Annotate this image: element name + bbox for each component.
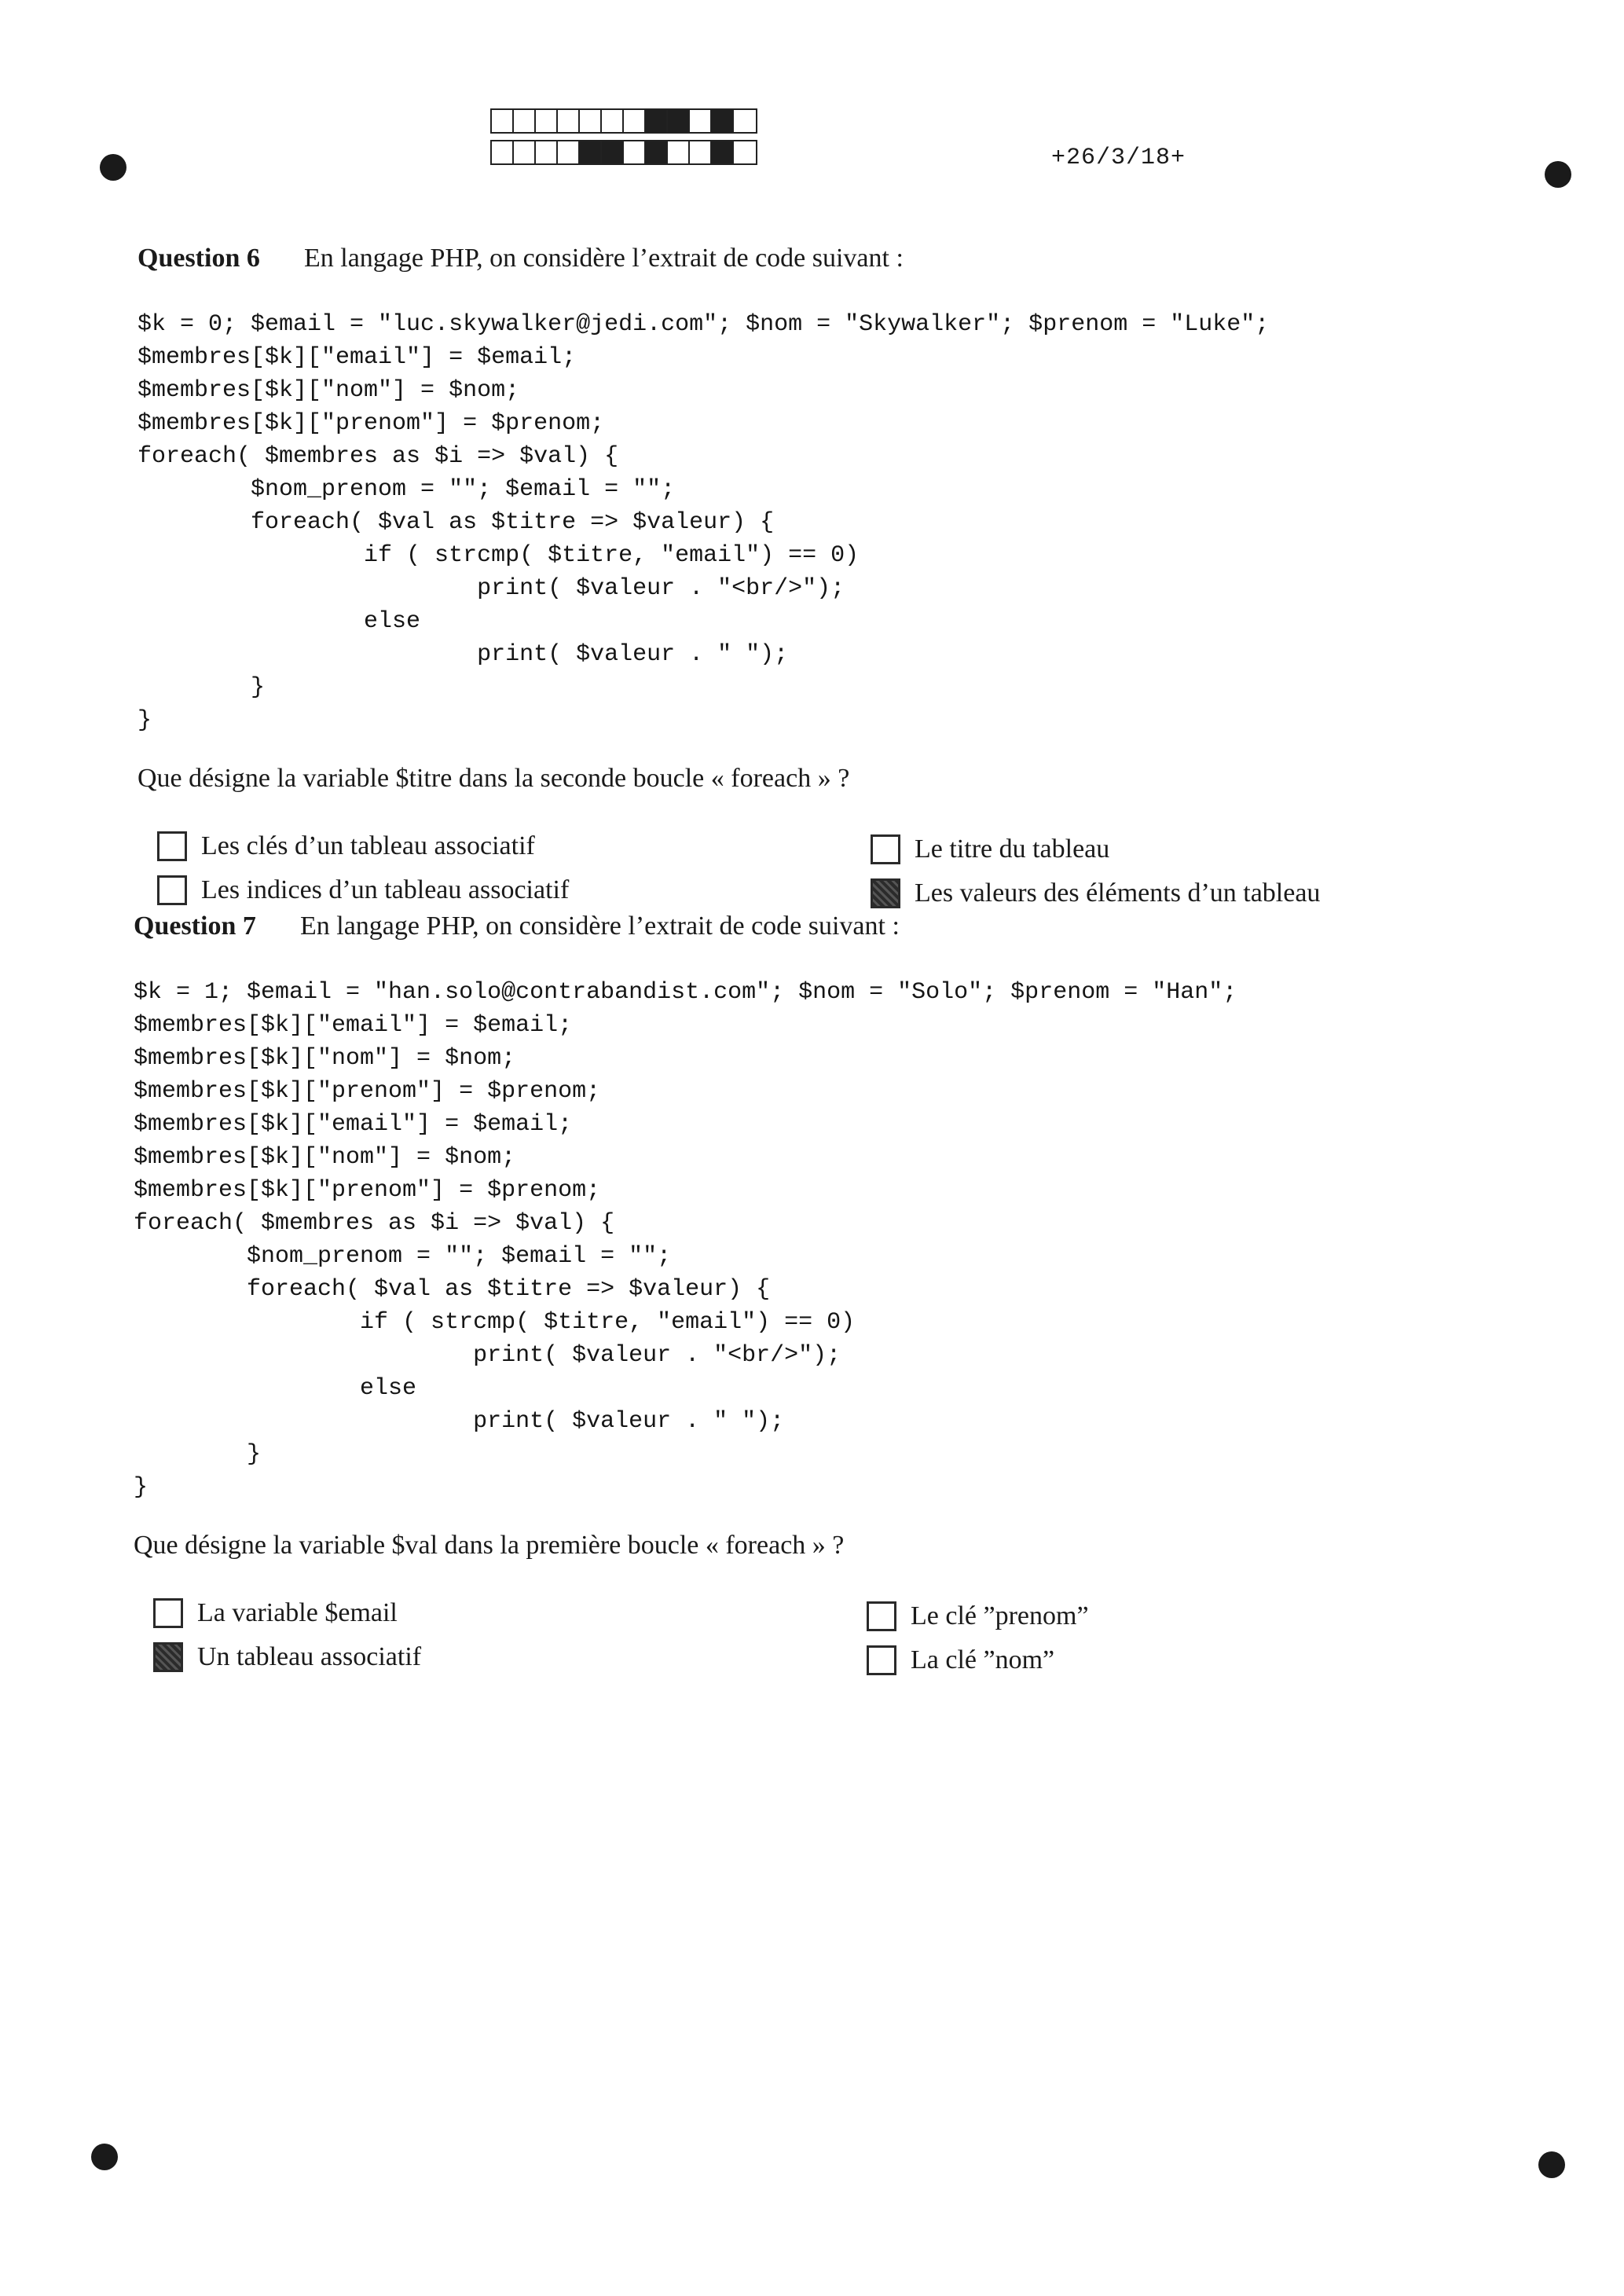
question-6 — [137, 244, 1512, 921]
code-block — [134, 976, 1509, 1504]
answer-label: Le titre du tableau — [915, 834, 1110, 864]
answer-label: La clé ”nom” — [911, 1645, 1055, 1674]
question-header — [137, 244, 1512, 284]
code-line: $nom_prenom = ""; $email = ""; — [137, 476, 676, 503]
id-grid-cell — [646, 110, 668, 132]
checkbox[interactable] — [157, 875, 187, 905]
answer-label: La variable $email — [197, 1598, 398, 1627]
id-grid-cell — [492, 110, 514, 132]
code-line: $membres[$k]["nom"] = $nom; — [134, 1045, 516, 1072]
id-grid-cell — [668, 141, 690, 163]
id-grid-cell — [536, 110, 558, 132]
answer-option[interactable] — [134, 1594, 398, 1633]
code-line: $k = 0; $email = "luc.skywalker@jedi.com"; $nom = "Skywalker"; $prenom = "Luke"; — [137, 311, 1270, 338]
code-line: if ( strcmp( $titre, "email") == 0) — [137, 542, 860, 569]
id-grid-cell — [602, 141, 624, 163]
id-grid-cell — [580, 110, 602, 132]
corner-registration-mark — [100, 154, 126, 181]
id-grid-cell — [536, 141, 558, 163]
checkbox[interactable] — [153, 1642, 183, 1672]
code-line: $nom_prenom = ""; $email = ""; — [134, 1243, 672, 1270]
code-line: $membres[$k]["nom"] = $nom; — [137, 377, 520, 404]
checkbox[interactable] — [153, 1598, 183, 1628]
question-text: Que désigne la variable $val dans la première boucle « foreach » ? — [134, 1531, 845, 1560]
id-grid-cell — [646, 141, 668, 163]
id-grid-cell — [624, 110, 646, 132]
question-7 — [134, 911, 1509, 1688]
answer-option[interactable] — [851, 874, 1320, 913]
checkbox[interactable] — [871, 834, 900, 864]
id-grid-cell — [580, 141, 602, 163]
answer-option[interactable] — [847, 1597, 1089, 1636]
answer-option[interactable] — [134, 1638, 421, 1677]
code-line: print( $valeur . "<br/>"); — [134, 1342, 841, 1369]
page-identifier: +26/3/18+ — [1051, 145, 1186, 171]
code-line: if ( strcmp( $titre, "email") == 0) — [134, 1309, 856, 1336]
code-line: } — [134, 1441, 262, 1468]
answer-label: Le clé ”prenom” — [911, 1601, 1089, 1630]
answer-label: Un tableau associatif — [197, 1642, 422, 1671]
question-prompt: En langage PHP, on considère l’extrait de code suivant : — [300, 911, 900, 941]
answer-label: Les indices d’un tableau associatif — [201, 875, 570, 904]
id-grid-cell — [734, 110, 756, 132]
code-line: foreach( $val as $titre => $valeur) { — [137, 509, 775, 536]
id-grid-cell — [492, 141, 514, 163]
checkbox[interactable] — [157, 831, 187, 861]
answer-option[interactable] — [847, 1641, 1054, 1680]
corner-registration-mark — [91, 2144, 118, 2170]
question-label: Question 7 — [134, 911, 256, 941]
id-grid-cell — [690, 110, 712, 132]
code-line: } — [137, 707, 152, 734]
answer-option[interactable] — [851, 830, 1109, 869]
id-grid-cell — [668, 110, 690, 132]
answer-label: Les clés d’un tableau associatif — [201, 831, 535, 860]
id-grid-cell — [558, 110, 580, 132]
code-line: else — [134, 1375, 417, 1402]
question-label: Question 6 — [137, 244, 260, 273]
code-line: foreach( $membres as $i => $val) { — [134, 1210, 615, 1237]
id-grid-cell — [558, 141, 580, 163]
id-grid-cell — [712, 141, 734, 163]
checkbox[interactable] — [867, 1601, 896, 1631]
corner-registration-mark — [1545, 161, 1571, 188]
question-prompt: En langage PHP, on considère l’extrait de code suivant : — [304, 244, 904, 273]
code-line: else — [137, 608, 421, 635]
id-grid-cell — [712, 110, 734, 132]
answer-option[interactable] — [137, 871, 569, 910]
code-line: $k = 1; $email = "han.solo@contrabandist.com"; $nom = "Solo"; $prenom = "Han"; — [134, 979, 1237, 1006]
id-grid-cell — [734, 141, 756, 163]
code-line: $membres[$k]["email"] = $email; — [137, 344, 577, 371]
code-line: print( $valeur . "<br/>"); — [137, 575, 845, 602]
checkbox[interactable] — [867, 1645, 896, 1675]
question-header — [134, 911, 1509, 952]
id-grid-cell — [624, 141, 646, 163]
answer-options — [137, 827, 1512, 921]
code-line: } — [137, 674, 266, 701]
code-line: $membres[$k]["prenom"] = $prenom; — [134, 1177, 601, 1204]
student-id-grid-row — [490, 140, 757, 165]
answer-options — [134, 1594, 1509, 1688]
code-line: $membres[$k]["prenom"] = $prenom; — [137, 410, 605, 437]
answer-label: Les valeurs des éléments d’un tableau — [915, 878, 1321, 908]
checkbox[interactable] — [871, 878, 900, 908]
code-line: $membres[$k]["nom"] = $nom; — [134, 1144, 516, 1171]
code-block — [137, 308, 1512, 737]
id-grid-cell — [602, 110, 624, 132]
code-line: print( $valeur . " "); — [134, 1408, 785, 1435]
code-line: $membres[$k]["email"] = $email; — [134, 1111, 573, 1138]
code-line: $membres[$k]["email"] = $email; — [134, 1012, 573, 1039]
id-grid-cell — [690, 141, 712, 163]
corner-registration-mark — [1538, 2151, 1565, 2178]
code-line: foreach( $membres as $i => $val) { — [137, 443, 619, 470]
question-text: Que désigne la variable $titre dans la seconde boucle « foreach » ? — [137, 764, 850, 793]
code-line: } — [134, 1474, 148, 1501]
code-line: foreach( $val as $titre => $valeur) { — [134, 1276, 771, 1303]
id-grid-cell — [514, 141, 536, 163]
id-grid-cell — [514, 110, 536, 132]
code-line: $membres[$k]["prenom"] = $prenom; — [134, 1078, 601, 1105]
code-line: print( $valeur . " "); — [137, 641, 789, 668]
student-id-grid-row — [490, 108, 757, 134]
answer-option[interactable] — [137, 827, 535, 866]
